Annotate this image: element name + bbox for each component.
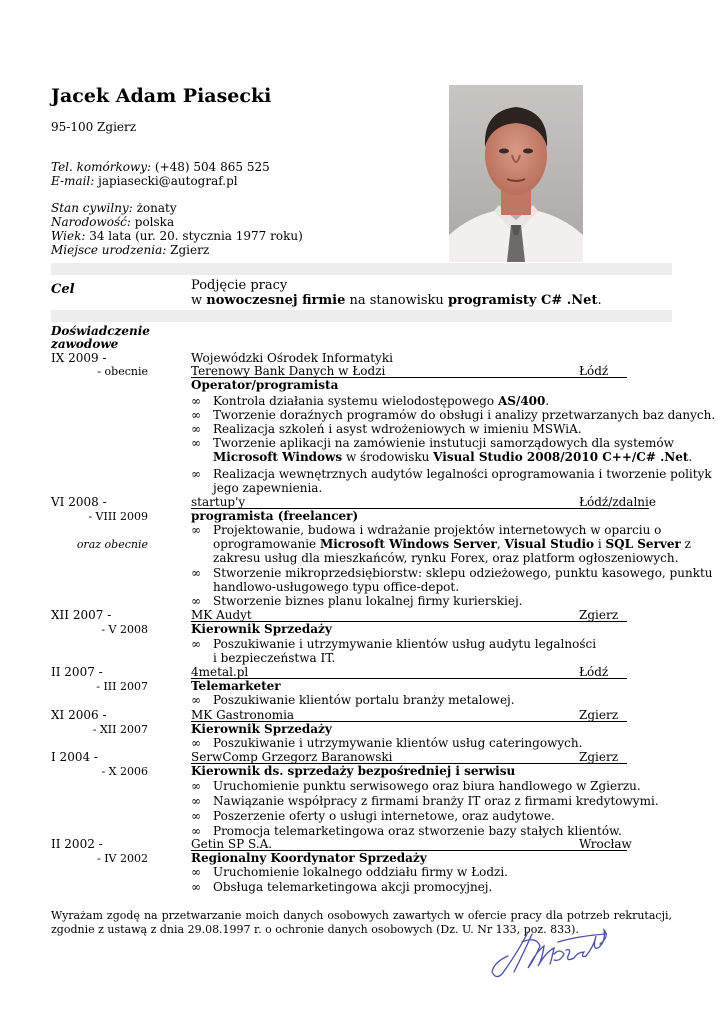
job-6-bullet-3	[51, 810, 672, 823]
experience-heading-line-1: Doświadczenie	[51, 324, 150, 338]
job-1-role-row	[51, 379, 672, 392]
bullet-text: ,	[496, 537, 505, 551]
bullet-icon: ∞	[191, 865, 201, 879]
company-city: Wrocław	[579, 837, 632, 851]
job-role: Kierownik ds. sprzedaży bezpośredniej i serwisu	[191, 764, 516, 778]
job-1-bullet-5	[51, 467, 712, 481]
bullet-icon: ∞	[191, 467, 201, 481]
bullet-icon: ∞	[191, 736, 201, 750]
company-city: Łódź/zdalnie	[579, 495, 656, 509]
birthplace-value: Zgierz	[166, 243, 210, 257]
email-value: japiasecki@autograf.pl	[94, 174, 238, 188]
candidate-name: Jacek Adam Piasecki	[51, 85, 272, 107]
job-2-bullet-3	[51, 595, 672, 608]
age-label: Wiek:	[51, 229, 86, 243]
job-start-date: II 2007 -	[51, 665, 103, 679]
job-4-bullet-1	[51, 694, 672, 707]
job-1-bullet-5-cont	[51, 482, 672, 495]
bullet-text: Tworzenie doraźnych programów do obsługi i analizy przetwarzanych baz danych.	[213, 408, 716, 422]
company-name: Wojewódzki Ośrodek Informatyki	[191, 351, 393, 365]
company-name: MK Audyt	[191, 609, 627, 622]
job-role: Kierownik Sprzedaży	[191, 722, 332, 736]
job-2	[51, 496, 672, 509]
job-2-bullet-2-cont	[51, 581, 672, 594]
section-divider	[51, 263, 672, 275]
bullet-text: Stworzenie mikroprzedsiębiorstw: sklepu odzieżowego, punktu kasowego, punktu	[213, 566, 713, 580]
bullet-text-end: .	[545, 394, 550, 408]
nationality-line	[51, 216, 174, 229]
job-1-bullet-3	[51, 423, 672, 436]
bullet-text: oprogramowanie	[213, 537, 320, 551]
goal-line-2	[191, 293, 602, 308]
civil-value: żonaty	[132, 201, 177, 215]
bullet-icon: ∞	[191, 637, 201, 651]
job-end-date: - IV 2002	[97, 852, 148, 865]
goal-position: programisty C# .Net	[447, 293, 598, 308]
job-2-bullet-2	[51, 566, 713, 580]
job-role: programista (freelancer)	[191, 509, 359, 523]
job-3-bullet-1	[51, 638, 672, 651]
bullet-icon: ∞	[191, 794, 201, 808]
job-7-role-row	[51, 852, 672, 865]
email-label: E-mail:	[51, 174, 95, 188]
bullet-text: Promocja telemarketingowa oraz stworzenie bazy stałych klientów.	[213, 824, 622, 838]
goal-end: .	[597, 293, 602, 308]
job-start-date: XII 2007 -	[51, 608, 112, 622]
signature	[488, 922, 613, 988]
nationality-label: Narodowość:	[51, 215, 131, 229]
bullet-icon: ∞	[191, 436, 201, 450]
job-5-bullet-1	[51, 737, 672, 750]
age-line	[51, 230, 303, 243]
company-city: Zgierz	[579, 709, 627, 722]
job-1-bullet-1	[51, 395, 672, 408]
bullet-icon: ∞	[191, 880, 201, 894]
bullet-text: Uruchomienie lokalnego oddziału firmy w Łodzi.	[213, 865, 508, 879]
goal-heading: Cel	[51, 282, 75, 297]
company-city: Łódź	[579, 365, 627, 378]
phone-label: Tel. komórkowy:	[51, 160, 152, 174]
bullet-text: i bezpieczeństwa IT.	[213, 651, 336, 665]
bullet-text-bold: Microsoft Windows Server	[319, 537, 497, 551]
bullet-text: w środowisku	[342, 450, 434, 464]
job-2-bullet-1-cont2	[51, 551, 679, 565]
job-6-bullet-1	[51, 780, 672, 793]
job-start-date: XI 2006 -	[51, 708, 107, 722]
bullet-icon: ∞	[191, 824, 201, 838]
candidate-photo	[449, 85, 583, 262]
job-7	[51, 838, 672, 851]
job-3-role-row	[51, 623, 672, 636]
company-name: startup'y	[191, 496, 627, 509]
bullet-text-bold: SQL Server	[605, 537, 681, 551]
bullet-text: Poszerzenie oferty o usługi internetowe, oraz audytowe.	[213, 809, 555, 823]
company-name: Getin SP S.A.	[191, 838, 627, 851]
company-name: SerwComp Grzegorz Baranowski	[191, 751, 627, 764]
bullet-icon: ∞	[191, 566, 201, 580]
bullet-text: Stworzenie biznes planu lokalnej firmy kurierskiej.	[213, 594, 523, 608]
birthplace-line	[51, 244, 209, 257]
job-end-date: - obecnie	[97, 365, 148, 378]
bullet-text: jego zapewnienia.	[213, 481, 323, 495]
bullet-text: Tworzenie aplikacji na zamówienie instutucji samorządowych dla systemów	[213, 436, 674, 450]
bullet-text: Poszukiwanie klientów portalu branży metalowej.	[213, 693, 515, 707]
bullet-text: Obsługa telemarketingowa akcji promocyjnej.	[213, 880, 493, 894]
bullet-text: Realizacja wewnętrznych audytów legalności oprogramowania i tworzenie polityk	[213, 467, 712, 481]
bullet-text: z	[680, 537, 691, 551]
birthplace-label: Miejsce urodzenia:	[51, 243, 167, 257]
bullet-icon: ∞	[191, 523, 201, 537]
civil-label: Stan cywilny:	[51, 201, 133, 215]
bullet-icon: ∞	[191, 779, 201, 793]
age-value: 34 lata (ur. 20. stycznia 1977 roku)	[85, 229, 303, 243]
job-role: Operator/programista	[191, 378, 339, 392]
bullet-text: zakresu usług dla mieszkańców, rynku Forex, oraz platform ogłoszeniowych.	[213, 551, 679, 565]
company-city: Łódź	[579, 666, 627, 679]
job-role: Telemarketer	[191, 679, 281, 693]
bullet-text: Projektowanie, budowa i wdrażanie projektów internetowych w oparciu o	[213, 523, 662, 537]
bullet-text-bold: Visual Studio	[504, 537, 595, 551]
gdpr-consent: Wyrażam zgodę na przetwarzanie moich danych osobowych zawartych w ofercie pracy dla potrzeb rekrutacji, zgodnie z ustawą z dnia 29.08.1997 r. o ochronie danych osobowych (Dz. U. Nr 133, poz. 833).	[51, 909, 672, 936]
email-line	[51, 175, 238, 188]
job-4-role-row	[51, 680, 672, 693]
goal-company-type: nowoczesnej firmie	[206, 293, 346, 308]
bullet-text: Kontrola działania systemu wielodostępowego	[213, 394, 498, 408]
bullet-text-bold: Microsoft Windows	[213, 450, 343, 464]
job-6	[51, 751, 672, 764]
job-2-role-row	[51, 510, 672, 523]
job-start-date: VI 2008 -	[51, 495, 107, 509]
bullet-text: handlowo-usługowego typu office-depot.	[213, 580, 460, 594]
job-7-bullet-2	[51, 881, 672, 894]
job-end-date: - III 2007	[96, 680, 148, 693]
job-5	[51, 709, 672, 722]
bullet-text: Uruchomienie punktu serwisowego oraz biura handlowego w Zgierzu.	[213, 779, 641, 793]
address: 95-100 Zgierz	[51, 120, 137, 134]
goal-text	[191, 278, 602, 308]
job-1-line-2	[51, 365, 672, 378]
job-end-date: - X 2006	[101, 765, 148, 778]
company-name: MK Gastronomia	[191, 709, 627, 722]
job-2-bullet-1-cont	[51, 537, 691, 551]
bullet-text: Poszukiwanie i utrzymywanie klientów usług audytu legalności	[213, 637, 597, 651]
company-city: Zgierz	[579, 609, 627, 622]
job-end-date: - V 2008	[101, 623, 148, 636]
job-1-bullet-2	[51, 408, 716, 422]
bullet-text: i	[594, 537, 606, 551]
experience-heading	[51, 325, 150, 351]
bullet-icon: ∞	[191, 422, 201, 436]
company-city: Zgierz	[579, 751, 627, 764]
job-start-date: IX 2009 -	[51, 351, 107, 365]
job-1-bullet-4-cont	[51, 450, 693, 464]
bullet-text-bold: AS/400	[497, 394, 546, 408]
phone-line	[51, 161, 270, 174]
bullet-icon: ∞	[191, 693, 201, 707]
nationality-value: polska	[130, 215, 175, 229]
job-5-role-row	[51, 723, 672, 736]
civil-line	[51, 202, 177, 215]
job-end-date: - XII 2007	[92, 723, 148, 736]
bullet-icon: ∞	[191, 809, 201, 823]
job-2-bullet-1	[51, 524, 672, 537]
bullet-text: Realizacja szkoleń i asyst wdrożeniowych w imieniu MSWiA.	[213, 422, 582, 436]
experience-heading-line-2: zawodowe	[51, 337, 119, 351]
job-6-role-row	[51, 765, 672, 778]
bullet-icon: ∞	[191, 394, 201, 408]
job-end-date-note: oraz obecnie	[76, 538, 148, 551]
bullet-icon: ∞	[191, 594, 201, 608]
bullet-text-bold: Visual Studio 2008/2010 C++/C# .Net	[433, 450, 689, 464]
job-start-date: I 2004 -	[51, 750, 98, 764]
bullet-text: Poszukiwanie i utrzymywanie klientów usług cateringowych.	[213, 736, 583, 750]
job-role: Kierownik Sprzedaży	[191, 622, 332, 636]
job-4	[51, 666, 672, 679]
company-name: 4metal.pl	[191, 666, 627, 679]
job-start-date: II 2002 -	[51, 837, 103, 851]
job-role: Regionalny Koordynator Sprzedaży	[191, 851, 427, 865]
goal-mid: na stanowisku	[345, 293, 448, 308]
job-6-bullet-2	[51, 795, 672, 808]
job-1-bullet-4	[51, 437, 672, 450]
job-7-bullet-1	[51, 866, 672, 879]
company-name: Terenowy Bank Danych w Łodzi	[191, 365, 627, 378]
bullet-text-end: .	[688, 450, 693, 464]
job-end-date: - VIII 2009	[88, 510, 148, 523]
bullet-icon: ∞	[191, 408, 201, 422]
job-3	[51, 609, 672, 622]
goal-line-1: Podjęcie pracy	[191, 278, 288, 293]
section-divider	[51, 310, 672, 322]
job-3-bullet-1-cont	[51, 652, 672, 665]
bullet-text: Nawiązanie współpracy z firmami branży IT oraz z firmami kredytowymi.	[213, 794, 659, 808]
phone-value: (+48) 504 865 525	[151, 160, 270, 174]
goal-w: w	[191, 293, 207, 308]
